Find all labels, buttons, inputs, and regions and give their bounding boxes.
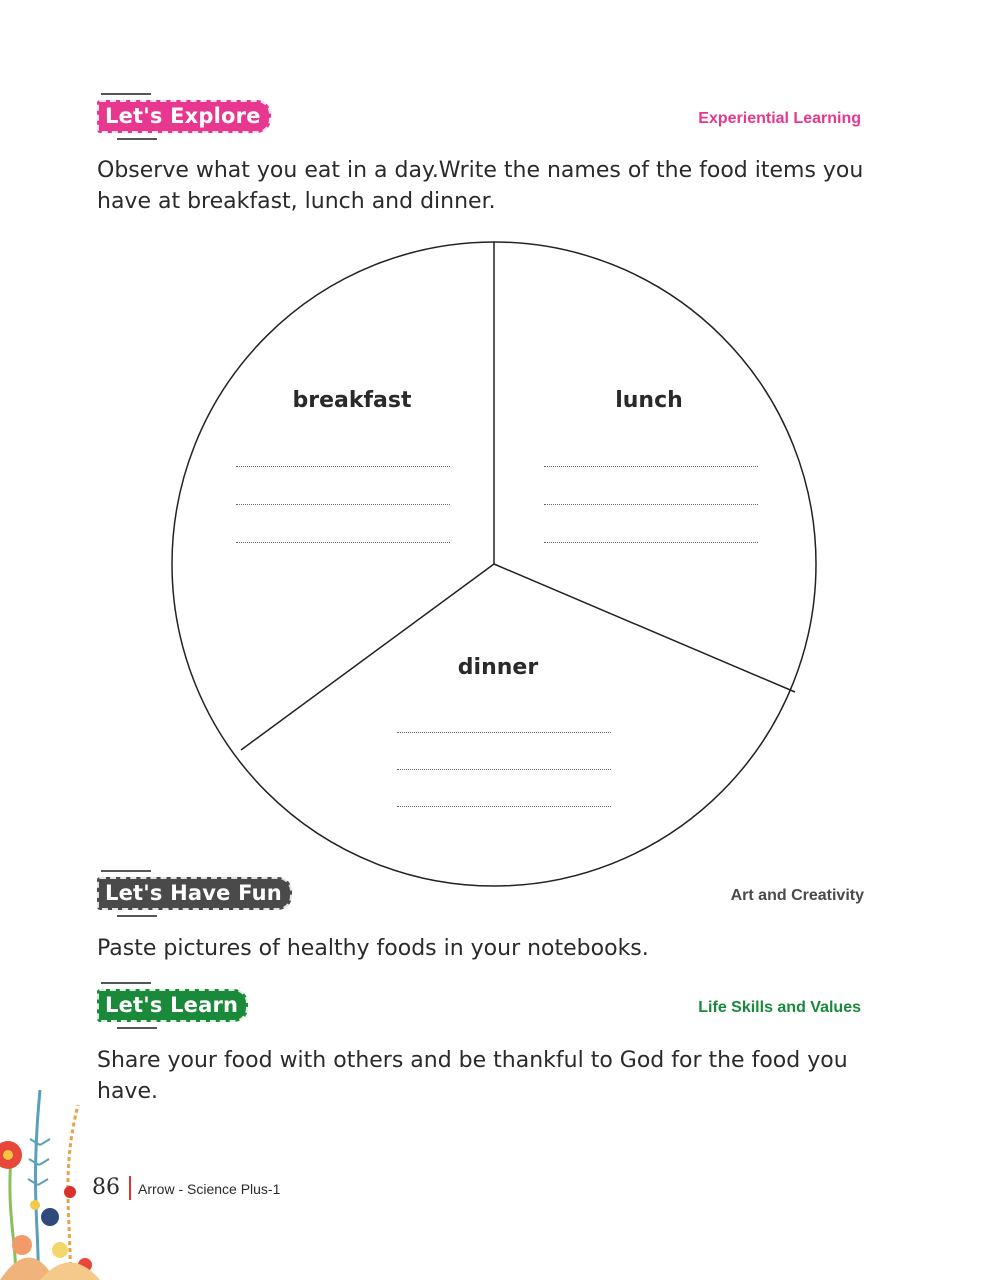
dinner-line-2[interactable] (397, 769, 611, 770)
explore-instruction: Observe what you eat in a day.Write the names of the food items you have at breakfast, lunch and dinner. (97, 158, 864, 214)
fun-instruction: Paste pictures of healthy foods in your notebooks. (97, 936, 649, 961)
lunch-line-3[interactable] (544, 542, 758, 543)
breakfast-line-3[interactable] (236, 542, 450, 543)
lets-explore-badge: Let's Explore (97, 100, 271, 133)
dinner-line-1[interactable] (397, 732, 611, 733)
breakfast-line-2[interactable] (236, 504, 450, 505)
page-number: 86 (92, 1175, 120, 1200)
dinner-line-3[interactable] (397, 806, 611, 807)
lunch-label: lunch (615, 388, 683, 413)
ladybug-icon (64, 1186, 76, 1198)
learn-instruction: Share your food with others and be thankful to God for the food you have. (97, 1048, 848, 1104)
lets-learn-badge: Let's Learn (97, 989, 248, 1022)
book-title: Arrow - Science Plus-1 (138, 1181, 281, 1197)
breakfast-line-1[interactable] (236, 466, 450, 467)
experiential-learning-tag: Experiential Learning (698, 110, 861, 127)
lunch-line-1[interactable] (544, 466, 758, 467)
footer-divider (129, 1176, 131, 1200)
lunch-line-2[interactable] (544, 504, 758, 505)
art-and-creativity-tag: Art and Creativity (730, 887, 864, 904)
life-skills-tag: Life Skills and Values (698, 999, 861, 1016)
dinner-label: dinner (457, 655, 539, 680)
lets-have-fun-badge: Let's Have Fun (97, 877, 292, 910)
breakfast-label: breakfast (292, 388, 412, 413)
